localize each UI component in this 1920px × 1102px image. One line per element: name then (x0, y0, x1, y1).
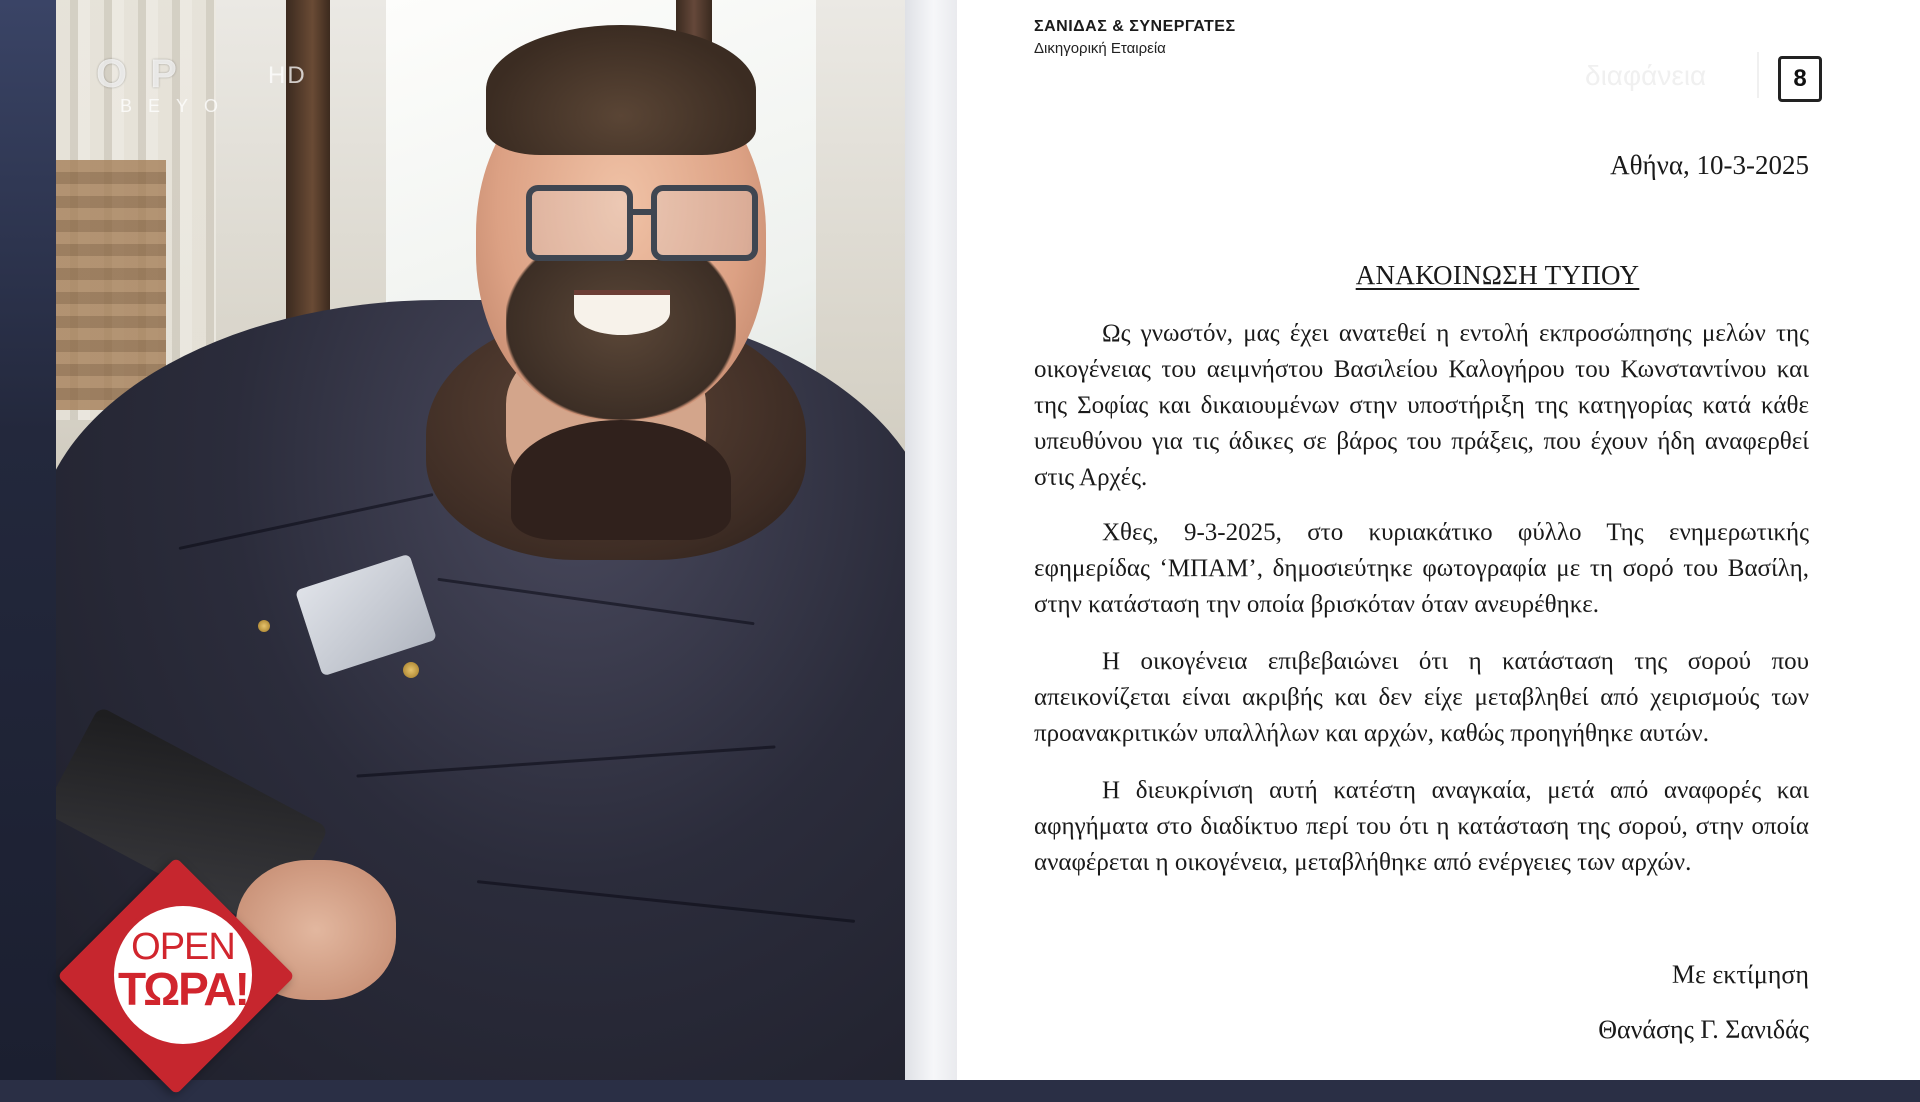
hair (486, 25, 756, 155)
document-date: Αθήνα, 10-3-2025 (1610, 150, 1809, 180)
age-rating-badge: 8 (1778, 56, 1822, 102)
document-paragraph: Η διευκρίνιση αυτή κατέστη αναγκαία, μετά από αναφορές και αφηγήματα στο διαδίκτυο περί του ότι η κατάσταση της σορού, στην οποία αναφέρεται η οικογένεια, μεταβλήθηκε από ενέργειες των αρχών. (1034, 777, 1809, 876)
channel-logo-hd: HD (268, 62, 307, 89)
panel-divider (905, 0, 957, 1080)
glasses-lens (651, 185, 758, 261)
glasses (526, 185, 766, 255)
firm-name: ΣΑΝΙΔΑΣ & ΣΥΝΕΡΓΑΤΕΣ (1034, 18, 1236, 35)
glasses-lens (526, 185, 633, 261)
document-paragraph: Η οικογένεια επιβεβαιώνει ότι η κατάσταση της σορού που απεικονίζεται είναι ακριβής και δεν είχε μεταβληθεί από χειρισμούς των προανακριτικών υπαλλήλων και αρχών, καθώς προηγήθηκε αυτών. (1034, 648, 1809, 747)
channel-logo-sub: BEYO (120, 96, 235, 116)
document-closing: Με εκτίμηση (1671, 960, 1809, 989)
station-watermark: διαφάνεια (1585, 60, 1707, 91)
channel-logo (96, 52, 356, 122)
station-separator (1757, 52, 1759, 98)
jacket-button (403, 662, 419, 678)
document-signature: Θανάσης Γ. Σανιδάς (1598, 1015, 1809, 1044)
press-release-document (957, 0, 1920, 1080)
badge-open-text: OPEN (131, 926, 235, 968)
badge-tora-text: ΤΩΡΑ! (118, 963, 248, 1015)
left-background-strip (0, 0, 56, 1080)
firm-type: Δικηγορική Εταιρεία (1034, 40, 1166, 57)
document-paragraph: Ως γνωστόν, μας έχει ανατεθεί η εντολή εκπροσώπησης μελών της οικογένειας του αειμνήστου Βασιλείου Καλογήρου του Κωνσταντίνου και της Σοφίας και δικαιουμένων στην υποστήριξη της κατηγορίας κατά κάθε υπευθύνου για τις άδικες σε βάρος του πράξεις, που έχουν ήδη αναφερθεί στις Αρχές. (1034, 320, 1809, 491)
window-frame (286, 0, 330, 320)
shirt (511, 420, 731, 540)
smile (574, 290, 670, 335)
beard (506, 260, 736, 420)
wooden-wall (56, 160, 166, 410)
document-paragraph: Χθες, 9-3-2025, στο κυριακάτικο φύλλο Της ενημερωτικής εφημερίδας ‘ΜΠΑΜ’, δημοσιεύτηκε φωτογραφία με τη σορό του Βασίλη, στην κατάσταση την οποία βρισκόταν όταν ανευρέθηκε. (1034, 519, 1809, 618)
show-badge (62, 862, 302, 1102)
jacket-button (258, 620, 270, 632)
document-heading: ΑΝΑΚΟΙΝΩΣΗ ΤΥΠΟΥ (1355, 260, 1640, 290)
glasses-bridge (627, 209, 651, 215)
channel-logo-mark: O P (96, 52, 183, 96)
